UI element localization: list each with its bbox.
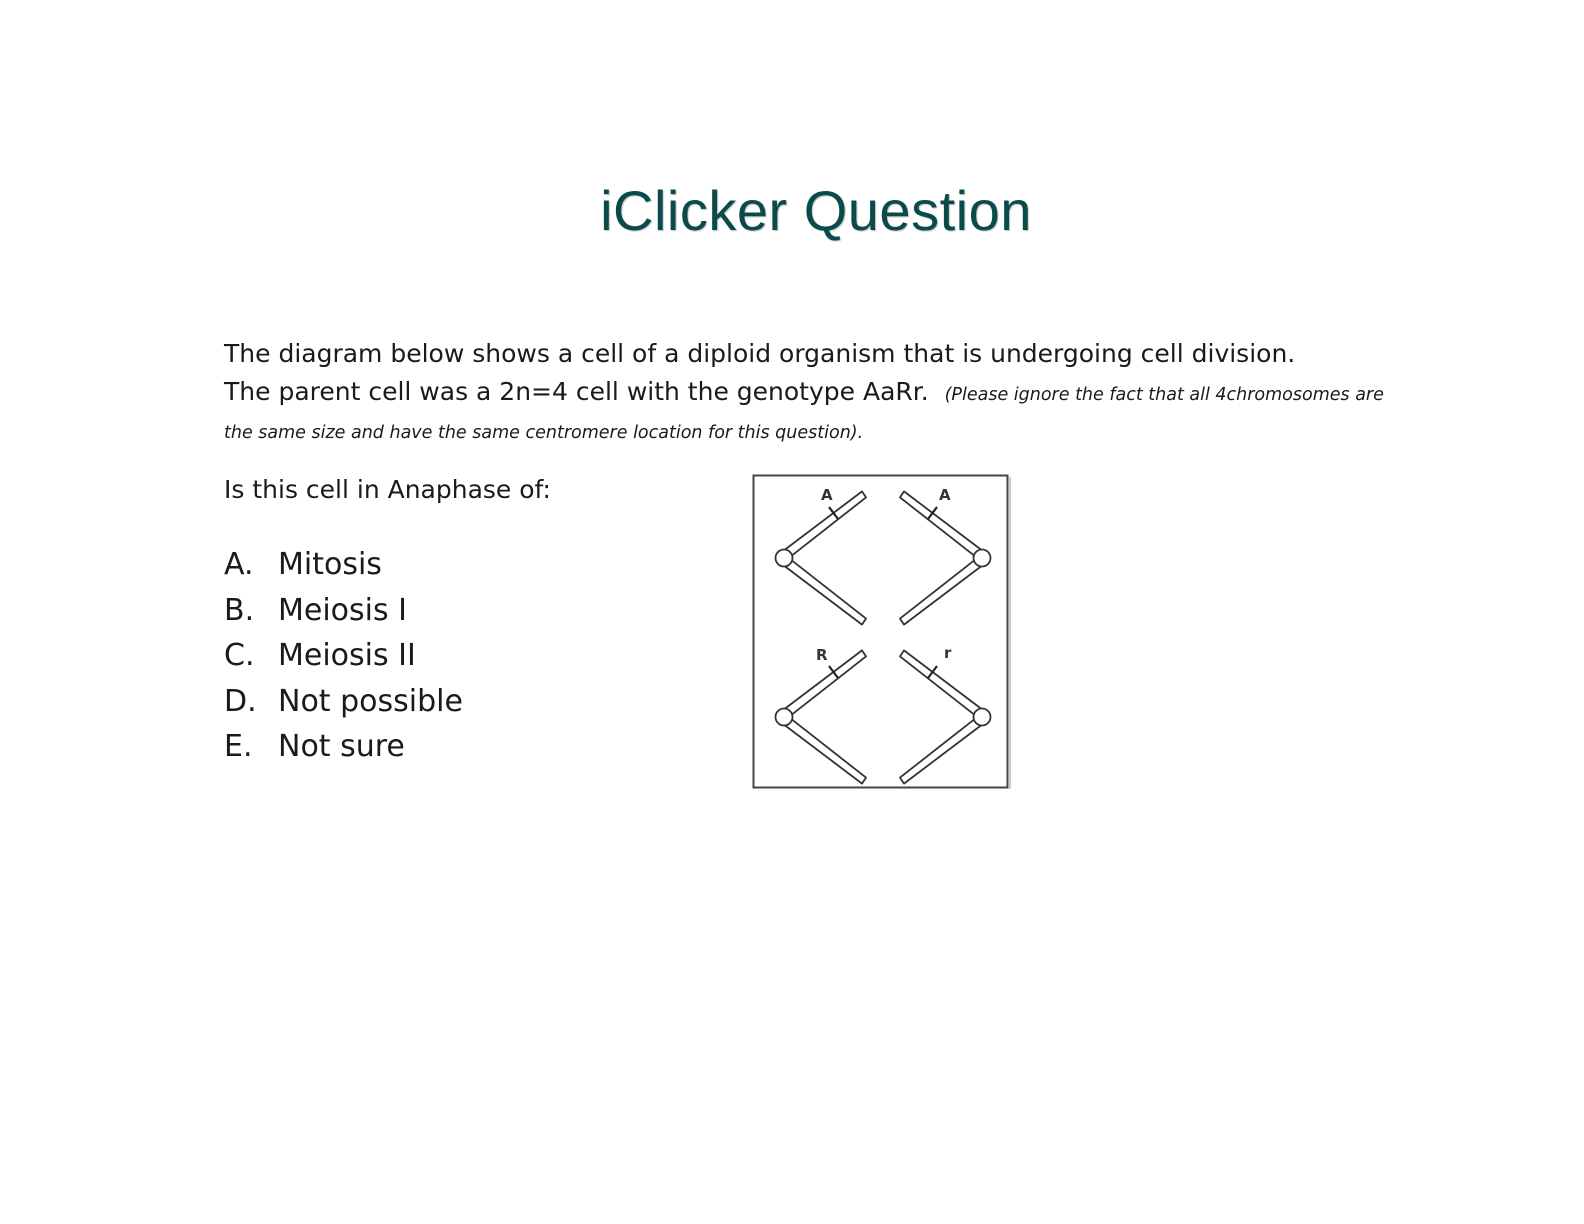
allele-label: r [944,644,952,662]
centromere [974,550,991,567]
option-text: Not possible [278,683,463,719]
centromere [974,709,991,726]
question-text [224,335,1384,449]
question-line-2-text: The parent cell was a 2n=4 cell with the genotype AaRr. [224,377,929,406]
option-text: Meiosis I [278,592,408,628]
allele-label: A [821,486,833,504]
option-text: Meiosis II [278,638,416,673]
chromosome-diagram [752,474,1012,790]
slide-title: iClicker Question [600,179,1032,242]
question-line-1: The diagram below shows a cell of a diploid organism that is undergoing cell division. [224,339,1296,368]
option-e [224,724,463,770]
option-letter: D. [224,683,257,719]
centromere [776,550,793,567]
option-a [224,542,463,588]
centromere [776,709,793,726]
allele-label: R [816,646,828,664]
option-letter: B. [224,592,255,628]
option-letter: A. [224,547,254,582]
option-text: Mitosis [278,547,382,582]
question-line-2 [224,373,1384,449]
answer-options [224,542,463,770]
question-note: (Please ignore the fact that all 4chromosomes are the same size and have the same centromere location for this question). [224,385,1384,443]
cell-border [754,476,1008,788]
question-prompt: Is this cell in Anaphase of: [224,475,551,504]
option-c [224,633,463,679]
option-letter: C. [224,638,255,673]
option-letter: E. [224,729,253,764]
option-d [224,679,463,725]
option-text: Not sure [278,729,405,764]
option-b [224,588,463,634]
allele-label: A [939,486,951,504]
